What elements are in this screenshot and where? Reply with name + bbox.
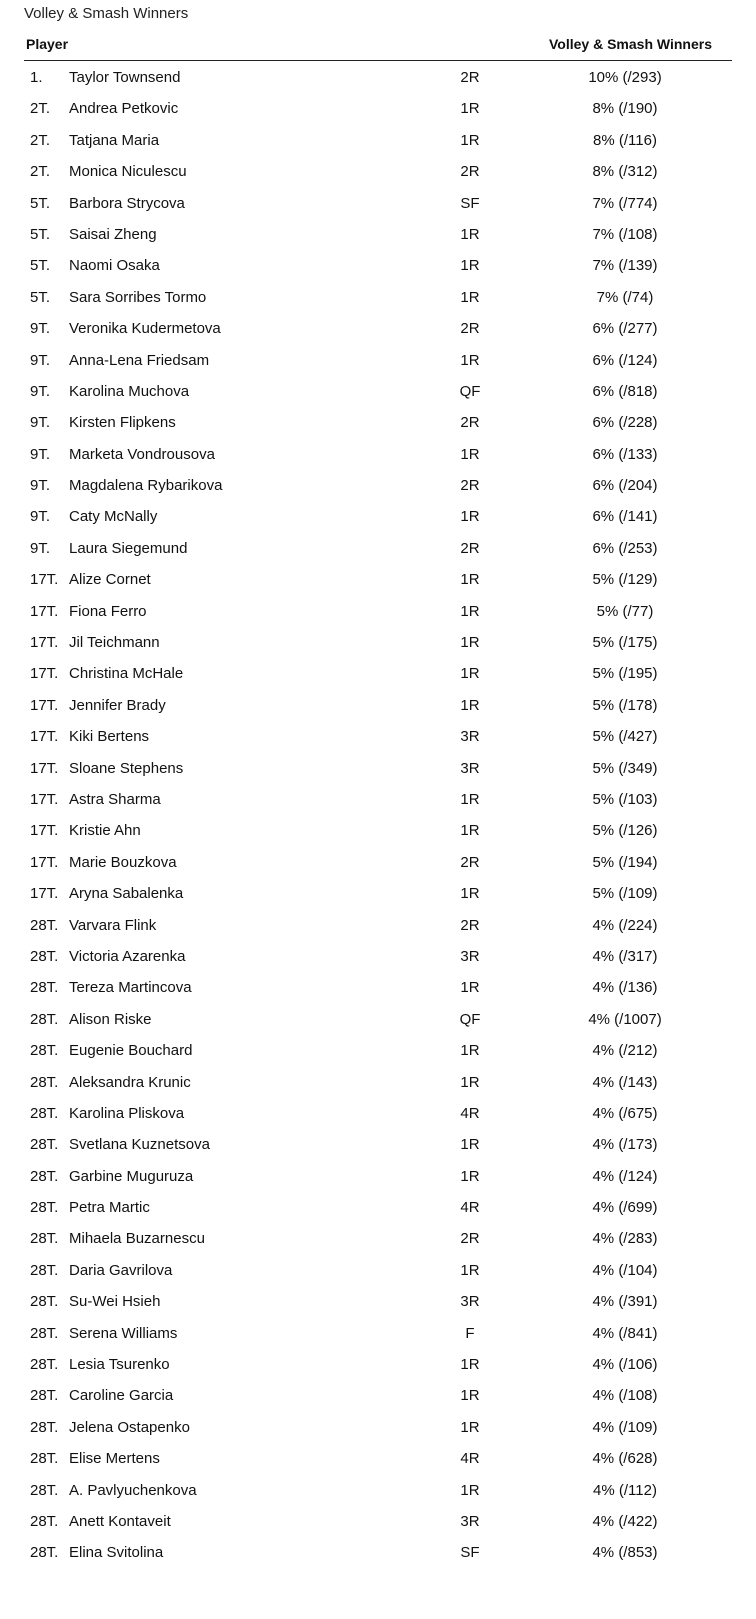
rank-cell: 2T. bbox=[30, 100, 51, 118]
rank-cell: 28T. bbox=[30, 916, 59, 934]
rank-cell: 28T. bbox=[30, 1418, 59, 1436]
round-cell: 1R bbox=[460, 696, 480, 714]
table-row bbox=[0, 972, 756, 1003]
player-name-cell: Jil Teichmann bbox=[69, 634, 160, 652]
stat-cell: 4% (/124) bbox=[592, 1167, 658, 1185]
stat-cell: 4% (/106) bbox=[592, 1356, 658, 1374]
stat-cell: 6% (/277) bbox=[592, 320, 658, 338]
round-cell: SF bbox=[460, 1544, 480, 1562]
round-cell: 4R bbox=[460, 1450, 480, 1468]
table-header bbox=[24, 34, 732, 61]
stat-cell: 4% (/628) bbox=[592, 1450, 658, 1468]
stat-cell: 4% (/173) bbox=[592, 1136, 658, 1154]
player-name-cell: Astra Sharma bbox=[69, 790, 161, 808]
player-name-cell: Tereza Martincova bbox=[69, 979, 192, 997]
player-name-cell: Kiki Bertens bbox=[69, 728, 150, 746]
player-name-cell: Alison Riske bbox=[69, 1010, 152, 1028]
round-cell: 1R bbox=[460, 100, 480, 118]
rank-cell: 17T. bbox=[30, 759, 59, 777]
table-row bbox=[0, 1506, 756, 1537]
round-cell: 1R bbox=[460, 1261, 480, 1279]
player-name-cell: Aryna Sabalenka bbox=[69, 885, 184, 903]
stat-cell: 6% (/204) bbox=[592, 477, 658, 495]
round-cell: QF bbox=[459, 1010, 481, 1028]
stat-cell: 8% (/312) bbox=[592, 163, 658, 181]
round-cell: 1R bbox=[460, 257, 480, 275]
stat-cell: 7% (/774) bbox=[592, 194, 658, 212]
table-row bbox=[0, 1412, 756, 1443]
player-name-cell: Serena Williams bbox=[69, 1324, 178, 1342]
table-row bbox=[0, 910, 756, 941]
stat-cell: 5% (/175) bbox=[592, 634, 658, 652]
table-row bbox=[0, 1161, 756, 1192]
stat-cell: 6% (/124) bbox=[592, 351, 658, 369]
rank-cell: 5T. bbox=[30, 288, 51, 306]
round-cell: 2R bbox=[460, 1230, 480, 1248]
table-row bbox=[0, 62, 756, 93]
round-cell: 1R bbox=[460, 602, 480, 620]
round-cell: 1R bbox=[460, 288, 480, 306]
table-row bbox=[0, 1192, 756, 1223]
table-row bbox=[0, 1475, 756, 1506]
table-body bbox=[0, 62, 756, 1569]
table-row bbox=[0, 533, 756, 564]
stat-cell: 4% (/391) bbox=[592, 1293, 658, 1311]
stat-cell: 7% (/108) bbox=[592, 225, 658, 243]
table-row bbox=[0, 501, 756, 532]
rank-cell: 17T. bbox=[30, 853, 59, 871]
table-row bbox=[0, 313, 756, 344]
round-cell: 1R bbox=[460, 1387, 480, 1405]
rank-cell: 28T. bbox=[30, 979, 59, 997]
rank-cell: 28T. bbox=[30, 1042, 59, 1060]
rank-cell: 28T. bbox=[30, 1544, 59, 1562]
stat-cell: 4% (/853) bbox=[592, 1544, 658, 1562]
stat-cell: 4% (/675) bbox=[592, 1104, 658, 1122]
rank-cell: 28T. bbox=[30, 1104, 59, 1122]
table-row bbox=[0, 1035, 756, 1066]
player-name-cell: Anna-Lena Friedsam bbox=[69, 351, 210, 369]
round-cell: 1R bbox=[460, 634, 480, 652]
round-cell: 2R bbox=[460, 916, 480, 934]
stat-cell: 4% (/1007) bbox=[588, 1010, 662, 1028]
round-cell: 1R bbox=[460, 1073, 480, 1091]
rank-cell: 28T. bbox=[30, 1167, 59, 1185]
table-caption: Volley & Smash Winners bbox=[24, 5, 189, 22]
rank-cell: 2T. bbox=[30, 163, 51, 181]
player-name-cell: Caroline Garcia bbox=[69, 1387, 174, 1405]
stat-cell: 4% (/317) bbox=[592, 947, 658, 965]
player-name-cell: Varvara Flink bbox=[69, 916, 157, 934]
round-cell: 3R bbox=[460, 1512, 480, 1530]
stat-cell: 8% (/190) bbox=[592, 100, 658, 118]
rank-cell: 17T. bbox=[30, 790, 59, 808]
round-cell: 1R bbox=[460, 571, 480, 589]
round-cell: 1R bbox=[460, 1356, 480, 1374]
stat-cell: 7% (/139) bbox=[592, 257, 658, 275]
round-cell: 1R bbox=[460, 445, 480, 463]
player-name-cell: Kirsten Flipkens bbox=[69, 414, 176, 432]
player-name-cell: Monica Niculescu bbox=[69, 163, 187, 181]
stat-cell: 4% (/283) bbox=[592, 1230, 658, 1248]
round-cell: 1R bbox=[460, 885, 480, 903]
stat-cell: 7% (/74) bbox=[596, 288, 654, 306]
rank-cell: 28T. bbox=[30, 1356, 59, 1374]
table-row bbox=[0, 847, 756, 878]
stat-cell: 5% (/178) bbox=[592, 696, 658, 714]
player-name-cell: Su-Wei Hsieh bbox=[69, 1293, 161, 1311]
table-row bbox=[0, 407, 756, 438]
player-name-cell: Christina McHale bbox=[69, 665, 184, 683]
player-name-cell: Karolina Muchova bbox=[69, 382, 190, 400]
table-row bbox=[0, 1255, 756, 1286]
player-name-cell: Laura Siegemund bbox=[69, 539, 188, 557]
player-name-cell: Marketa Vondrousova bbox=[69, 445, 215, 463]
round-cell: 1R bbox=[460, 1481, 480, 1499]
stat-cell: 5% (/77) bbox=[596, 602, 654, 620]
stat-cell: 8% (/116) bbox=[593, 131, 657, 149]
round-cell: 1R bbox=[460, 822, 480, 840]
stat-cell: 5% (/109) bbox=[592, 885, 658, 903]
table-row bbox=[0, 376, 756, 407]
player-name-cell: Sara Sorribes Tormo bbox=[69, 288, 207, 306]
rank-cell: 28T. bbox=[30, 1293, 59, 1311]
rank-cell: 17T. bbox=[30, 728, 59, 746]
rank-cell: 28T. bbox=[30, 1230, 59, 1248]
table-row bbox=[0, 721, 756, 752]
table-row bbox=[0, 1098, 756, 1129]
stat-cell: 6% (/228) bbox=[592, 414, 658, 432]
stat-cell: 4% (/108) bbox=[592, 1387, 658, 1405]
table-row bbox=[0, 658, 756, 689]
stat-cell: 4% (/112) bbox=[593, 1481, 657, 1499]
rank-cell: 28T. bbox=[30, 1261, 59, 1279]
table-row bbox=[0, 878, 756, 909]
table-row bbox=[0, 1129, 756, 1160]
player-name-cell: Elina Svitolina bbox=[69, 1544, 164, 1562]
stat-cell: 4% (/841) bbox=[592, 1324, 658, 1342]
stat-cell: 10% (/293) bbox=[588, 69, 662, 86]
round-cell: 3R bbox=[460, 759, 480, 777]
round-cell: 1R bbox=[460, 1418, 480, 1436]
rank-cell: 28T. bbox=[30, 1512, 59, 1530]
rank-cell: 28T. bbox=[30, 1136, 59, 1154]
player-name-cell: Daria Gavrilova bbox=[69, 1261, 173, 1279]
stat-cell: 5% (/427) bbox=[592, 728, 658, 746]
table-row bbox=[0, 753, 756, 784]
rank-cell: 9T. bbox=[30, 382, 51, 400]
stat-cell: 5% (/126) bbox=[592, 822, 658, 840]
round-cell: 1R bbox=[460, 1167, 480, 1185]
player-name-cell: Marie Bouzkova bbox=[69, 853, 177, 871]
table-row bbox=[0, 219, 756, 250]
player-name-cell: Mihaela Buzarnescu bbox=[69, 1230, 205, 1248]
table-row bbox=[0, 596, 756, 627]
stat-cell: 4% (/109) bbox=[592, 1418, 658, 1436]
round-cell: 2R bbox=[460, 414, 480, 432]
rank-cell: 17T. bbox=[30, 696, 59, 714]
player-name-cell: Petra Martic bbox=[69, 1199, 150, 1217]
table-row bbox=[0, 941, 756, 972]
round-cell: 2R bbox=[460, 853, 480, 871]
stat-cell: 5% (/195) bbox=[592, 665, 658, 683]
round-cell: 1R bbox=[460, 508, 480, 526]
table-row bbox=[0, 470, 756, 501]
round-cell: 3R bbox=[460, 947, 480, 965]
round-cell: 4R bbox=[460, 1104, 480, 1122]
player-name-cell: Karolina Pliskova bbox=[69, 1104, 185, 1122]
rank-cell: 17T. bbox=[30, 571, 59, 589]
table-row bbox=[0, 125, 756, 156]
player-name-cell: Victoria Azarenka bbox=[69, 947, 186, 965]
round-cell: 2R bbox=[460, 163, 480, 181]
round-cell: SF bbox=[460, 194, 480, 212]
table-row bbox=[0, 439, 756, 470]
table-row bbox=[0, 1537, 756, 1568]
stat-cell: 4% (/699) bbox=[592, 1199, 658, 1217]
round-cell: F bbox=[465, 1324, 475, 1342]
round-cell: 1R bbox=[460, 790, 480, 808]
round-cell: 1R bbox=[460, 131, 480, 149]
player-name-cell: Saisai Zheng bbox=[69, 225, 157, 243]
stat-cell: 4% (/422) bbox=[592, 1512, 658, 1530]
table-row bbox=[0, 1286, 756, 1317]
rank-cell: 17T. bbox=[30, 885, 59, 903]
header-player: Player bbox=[26, 36, 69, 52]
stat-cell: 5% (/129) bbox=[592, 571, 658, 589]
table-row bbox=[0, 564, 756, 595]
rank-cell: 28T. bbox=[30, 1481, 59, 1499]
rank-cell: 28T. bbox=[30, 1073, 59, 1091]
player-name-cell: Caty McNally bbox=[69, 508, 158, 526]
player-name-cell: Elise Mertens bbox=[69, 1450, 160, 1468]
rank-cell: 17T. bbox=[30, 634, 59, 652]
rank-cell: 28T. bbox=[30, 1450, 59, 1468]
player-name-cell: Eugenie Bouchard bbox=[69, 1042, 193, 1060]
rank-cell: 17T. bbox=[30, 665, 59, 683]
table-row bbox=[0, 1004, 756, 1035]
rank-cell: 28T. bbox=[30, 1387, 59, 1405]
round-cell: 3R bbox=[460, 728, 480, 746]
player-name-cell: A. Pavlyuchenkova bbox=[69, 1481, 197, 1499]
player-name-cell: Fiona Ferro bbox=[69, 602, 147, 620]
player-name-cell: Lesia Tsurenko bbox=[69, 1356, 170, 1374]
rank-cell: 5T. bbox=[30, 257, 51, 275]
round-cell: 1R bbox=[460, 1042, 480, 1060]
round-cell: 1R bbox=[460, 979, 480, 997]
table-row bbox=[0, 1349, 756, 1380]
player-name-cell: Kristie Ahn bbox=[69, 822, 141, 840]
stat-cell: 6% (/133) bbox=[592, 445, 658, 463]
rank-cell: 17T. bbox=[30, 822, 59, 840]
player-name-cell: Barbora Strycova bbox=[69, 194, 185, 212]
round-cell: 1R bbox=[460, 351, 480, 369]
table-row bbox=[0, 784, 756, 815]
round-cell: 1R bbox=[460, 225, 480, 243]
rank-cell: 5T. bbox=[30, 225, 51, 243]
table-row bbox=[0, 93, 756, 124]
rank-cell: 9T. bbox=[30, 351, 51, 369]
player-name-cell: Tatjana Maria bbox=[69, 131, 160, 149]
round-cell: 3R bbox=[460, 1293, 480, 1311]
stat-cell: 5% (/103) bbox=[592, 790, 658, 808]
round-cell: 2R bbox=[460, 69, 480, 86]
table-row bbox=[0, 1443, 756, 1474]
stat-cell: 4% (/104) bbox=[592, 1261, 658, 1279]
round-cell: 2R bbox=[460, 477, 480, 495]
rank-cell: 28T. bbox=[30, 947, 59, 965]
table-row bbox=[0, 156, 756, 187]
rank-cell: 28T. bbox=[30, 1010, 59, 1028]
player-name-cell: Veronika Kudermetova bbox=[69, 320, 221, 338]
player-name-cell: Sloane Stephens bbox=[69, 759, 184, 777]
rank-cell: 2T. bbox=[30, 131, 51, 149]
table-row bbox=[0, 1318, 756, 1349]
stat-cell: 5% (/349) bbox=[592, 759, 658, 777]
rank-cell: 9T. bbox=[30, 414, 51, 432]
player-name-cell: Anett Kontaveit bbox=[69, 1512, 171, 1530]
player-name-cell: Andrea Petkovic bbox=[69, 100, 179, 118]
rank-cell: 9T. bbox=[30, 539, 51, 557]
stat-cell: 4% (/143) bbox=[592, 1073, 658, 1091]
round-cell: 2R bbox=[460, 320, 480, 338]
round-cell: 1R bbox=[460, 665, 480, 683]
player-name-cell: Garbine Muguruza bbox=[69, 1167, 194, 1185]
round-cell: 1R bbox=[460, 1136, 480, 1154]
rank-cell: 5T. bbox=[30, 194, 51, 212]
rank-cell: 9T. bbox=[30, 477, 51, 495]
stat-cell: 6% (/818) bbox=[592, 382, 658, 400]
stat-cell: 6% (/253) bbox=[592, 539, 658, 557]
player-name-cell: Jennifer Brady bbox=[69, 696, 166, 714]
table-row bbox=[0, 282, 756, 313]
player-name-cell: Alize Cornet bbox=[69, 571, 151, 589]
rank-cell: 28T. bbox=[30, 1324, 59, 1342]
rank-cell: 17T. bbox=[30, 602, 59, 620]
player-name-cell: Jelena Ostapenko bbox=[69, 1418, 190, 1436]
rank-cell: 28T. bbox=[30, 1199, 59, 1217]
rank-cell: 9T. bbox=[30, 445, 51, 463]
table-row bbox=[0, 188, 756, 219]
round-cell: QF bbox=[459, 382, 481, 400]
table-row bbox=[0, 815, 756, 846]
rank-cell: 1. bbox=[30, 69, 43, 86]
player-name-cell: Magdalena Rybarikova bbox=[69, 477, 223, 495]
rank-cell: 9T. bbox=[30, 508, 51, 526]
player-name-cell: Svetlana Kuznetsova bbox=[69, 1136, 210, 1154]
player-name-cell: Taylor Townsend bbox=[69, 69, 181, 86]
table-row bbox=[0, 1380, 756, 1411]
table-row bbox=[0, 250, 756, 281]
player-name-cell: Aleksandra Krunic bbox=[69, 1073, 191, 1091]
table-row bbox=[0, 1223, 756, 1254]
stat-cell: 4% (/212) bbox=[592, 1042, 658, 1060]
table-row bbox=[0, 345, 756, 376]
stat-cell: 6% (/141) bbox=[592, 508, 658, 526]
round-cell: 2R bbox=[460, 539, 480, 557]
table-row bbox=[0, 1067, 756, 1098]
rank-cell: 9T. bbox=[30, 320, 51, 338]
round-cell: 4R bbox=[460, 1199, 480, 1217]
stat-cell: 4% (/224) bbox=[592, 916, 658, 934]
stat-cell: 5% (/194) bbox=[592, 853, 658, 871]
header-stat: Volley & Smash Winners bbox=[549, 36, 712, 52]
stat-cell: 4% (/136) bbox=[592, 979, 658, 997]
table-row bbox=[0, 690, 756, 721]
player-name-cell: Naomi Osaka bbox=[69, 257, 160, 275]
table-row bbox=[0, 627, 756, 658]
